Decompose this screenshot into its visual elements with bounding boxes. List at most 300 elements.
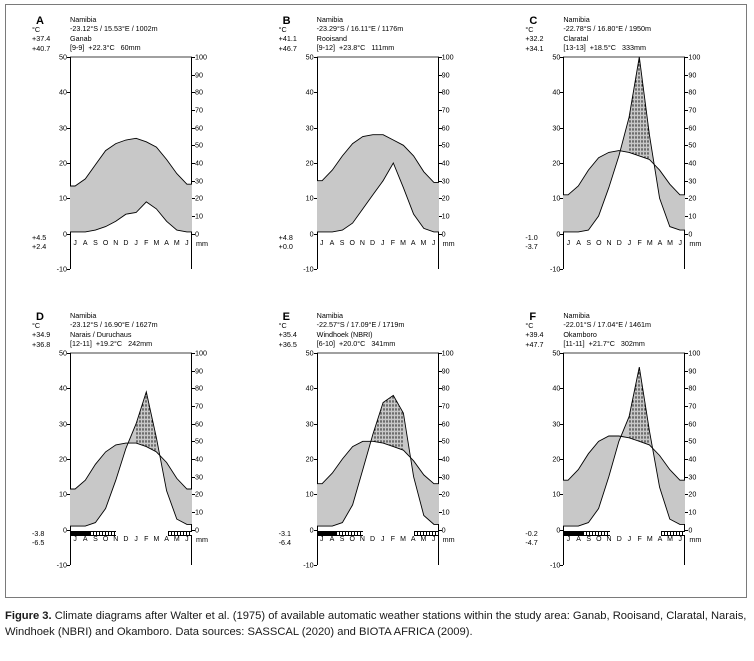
precip-unit-D: mm <box>196 534 208 544</box>
precip-tickmark-E-20 <box>439 494 442 495</box>
climate-diagram-B <box>261 11 489 297</box>
summary-label-A <box>70 43 158 52</box>
min-temp-abs-F: -4.7 <box>525 537 538 547</box>
min-temp-mean-C: -1.0 <box>525 232 538 242</box>
precip-unit-B: mm <box>442 238 455 248</box>
precip-tickmark-D-30 <box>192 477 195 478</box>
panel-header-B <box>317 15 404 53</box>
precip-unit-F: mm <box>689 534 702 544</box>
month-label-E-6: J <box>380 535 385 543</box>
annual-precip-F: 302mm <box>620 339 645 349</box>
precip-tick-A-0: 0 <box>195 229 199 239</box>
frost-certain-bar-F <box>563 531 583 536</box>
precip-tickmark-D-10 <box>192 512 195 513</box>
coords-label-F: -22.01°S / 17.04°E / 1461m <box>563 320 651 330</box>
precip-tickmark-A-0 <box>192 234 195 235</box>
temp-tickmark-B--10 <box>314 269 317 270</box>
precip-tickmark-C-30 <box>685 181 688 182</box>
unit-c-A: °C <box>32 25 41 34</box>
frost-bar-row-D <box>70 531 192 536</box>
month-axis-E <box>317 536 439 548</box>
temp-tick-A-30: 30 <box>59 123 67 133</box>
min-temp-mean-D: -3.8 <box>32 528 45 538</box>
precip-tick-A-60: 60 <box>195 123 203 133</box>
mean-temp-E: +20.0°C <box>339 339 366 349</box>
precip-tickmark-E-80 <box>439 388 442 389</box>
max-mean-F: +47.7 <box>525 339 544 349</box>
month-label-F-7: F <box>637 535 642 543</box>
precip-tick-B-30: 30 <box>441 176 450 186</box>
temp-tickmark-C-50 <box>560 57 563 58</box>
temp-tickmark-F-40 <box>560 388 563 389</box>
extreme-temp-col-A <box>32 25 66 53</box>
temp-tickmark-A--10 <box>67 269 70 270</box>
month-label-A-0: J <box>73 239 77 247</box>
years-A: [9-9] <box>70 43 85 53</box>
station-label-E: Windhoek (NBRI) <box>316 329 373 339</box>
month-label-B-3: O <box>349 239 355 247</box>
month-label-A-6: J <box>134 239 138 247</box>
temp-tick-F--10: -10 <box>549 560 561 570</box>
temp-tickmark-E-10 <box>314 494 317 495</box>
month-label-A-5: D <box>123 239 129 247</box>
min-temp-abs-A: +2.4 <box>32 241 47 251</box>
month-label-B-0: J <box>319 239 324 247</box>
month-axis-D <box>70 536 192 548</box>
temp-tick-E-50: 50 <box>305 348 314 358</box>
station-label-B: Rooisand <box>316 33 348 43</box>
precip-tick-C-0: 0 <box>688 229 693 239</box>
precip-tick-F-100: 100 <box>688 348 701 358</box>
month-label-A-2: S <box>93 239 98 247</box>
precip-tick-D-10: 10 <box>195 507 203 517</box>
climate-diagram-C <box>507 11 735 297</box>
precip-tickmark-A-40 <box>192 163 195 164</box>
mean-temp-D: +19.2°C <box>95 339 123 349</box>
temp-tick-D-50: 50 <box>59 348 67 358</box>
month-label-C-5: D <box>616 239 622 247</box>
arid-area-E <box>317 395 439 526</box>
frost-possible-bar-late-E <box>414 531 438 536</box>
precip-tick-D-70: 70 <box>195 401 203 411</box>
precip-tick-B-50: 50 <box>441 140 450 150</box>
month-label-A-4: N <box>113 239 119 247</box>
panel-header-C <box>563 15 651 53</box>
precip-tick-E-50: 50 <box>441 436 450 446</box>
month-label-C-11: J <box>678 239 682 247</box>
precip-tick-C-30: 30 <box>688 176 697 186</box>
precip-tickmark-E-90 <box>439 371 442 372</box>
years-E: [6-10] <box>316 339 336 349</box>
arid-area-C <box>563 57 685 232</box>
panel-cell-A <box>6 5 253 301</box>
temp-tick-A--10: -10 <box>56 264 67 274</box>
country-label-A: Namibia <box>70 15 97 24</box>
month-label-D-0: J <box>73 535 77 543</box>
panel-header-A <box>70 15 158 53</box>
panel-cell-C <box>499 5 746 301</box>
precip-tickmark-C-0 <box>685 234 688 235</box>
summary-label-D <box>70 339 158 348</box>
precip-tick-E-60: 60 <box>441 419 450 429</box>
max-abs-B: +41.1 <box>278 34 297 44</box>
annual-precip-C: 333mm <box>621 43 646 53</box>
precip-tick-C-70: 70 <box>688 105 697 115</box>
frost-possible-bar-D <box>90 531 117 536</box>
temp-tickmark-B-40 <box>314 92 317 93</box>
month-label-A-7: F <box>144 239 149 247</box>
frost-possible-bar-late-F <box>661 531 685 536</box>
month-axis-C <box>563 240 685 252</box>
frost-certain-bar-E <box>317 531 337 536</box>
month-label-B-11: J <box>431 239 436 247</box>
precip-tick-C-50: 50 <box>688 140 697 150</box>
precip-tick-B-70: 70 <box>441 105 450 115</box>
temp-tick-B-40: 40 <box>305 87 314 97</box>
panel-header-E <box>317 311 405 349</box>
precip-tickmark-B-60 <box>439 128 442 129</box>
precip-tick-C-80: 80 <box>688 87 697 97</box>
temp-tickmark-A-30 <box>67 128 70 129</box>
precip-tickmark-D-60 <box>192 424 195 425</box>
climate-diagram-E <box>261 307 489 593</box>
temp-tickmark-D-50 <box>67 353 70 354</box>
temp-tickmark-A-0 <box>67 234 70 235</box>
temp-tickmark-B-10 <box>314 198 317 199</box>
precip-tick-C-40: 40 <box>688 158 697 168</box>
month-label-F-3: O <box>596 535 602 543</box>
max-mean-C: +34.1 <box>525 43 544 53</box>
plot-area-A <box>32 52 208 274</box>
climate-curves-A <box>70 57 193 269</box>
month-label-D-10: M <box>173 535 180 543</box>
plot-area-B <box>278 52 455 274</box>
precip-tickmark-E-0 <box>439 530 442 531</box>
month-label-F-9: A <box>657 535 663 543</box>
temp-tick-A-10: 10 <box>59 193 67 203</box>
max-abs-E: +35.4 <box>278 330 297 340</box>
min-temp-abs-D: -6.5 <box>32 537 45 547</box>
panel-letter-F: F <box>529 311 537 323</box>
temp-tick-A-50: 50 <box>59 52 67 62</box>
climate-diagram-A <box>14 11 242 297</box>
precip-tickmark-B-90 <box>439 75 442 76</box>
summary-label-F <box>563 339 651 348</box>
precip-tick-F-40: 40 <box>688 454 697 464</box>
temp-tickmark-D-20 <box>67 459 70 460</box>
precip-tick-E-30: 30 <box>441 472 450 482</box>
max-abs-D: +34.9 <box>32 330 51 340</box>
temp-tickmark-C-20 <box>560 163 563 164</box>
month-label-B-7: F <box>390 239 396 247</box>
temp-tickmark-E-40 <box>314 388 317 389</box>
panel-letter-A: A <box>36 15 44 27</box>
max-mean-E: +36.5 <box>278 339 297 349</box>
climate-diagram-grid <box>6 5 746 597</box>
extreme-temp-col-C <box>525 25 559 53</box>
temp-tick-B--10: -10 <box>303 264 314 274</box>
month-label-E-7: F <box>390 535 396 543</box>
month-label-E-3: O <box>349 535 355 543</box>
precip-tick-C-10: 10 <box>688 211 697 221</box>
summary-label-E <box>317 339 405 348</box>
precip-tick-F-10: 10 <box>688 507 697 517</box>
month-label-D-3: O <box>102 535 109 543</box>
panel-header-F <box>563 311 651 349</box>
country-label-C: Namibia <box>563 15 590 24</box>
annual-precip-D: 242mm <box>128 339 153 349</box>
precip-tickmark-C-50 <box>685 145 688 146</box>
min-temp-abs-E: -6.4 <box>278 537 292 547</box>
precip-tick-C-60: 60 <box>688 123 697 133</box>
climate-diagram-F <box>507 307 735 593</box>
precip-tickmark-E-100 <box>439 353 442 354</box>
frost-bar-row-E <box>317 531 439 536</box>
temp-tickmark-E-20 <box>314 459 317 460</box>
plot-area-F <box>525 348 702 570</box>
month-label-C-7: F <box>637 239 642 247</box>
climate-diagram-D <box>14 307 242 593</box>
panel-letter-D: D <box>36 311 44 323</box>
arid-area-B <box>317 135 439 232</box>
precip-tick-E-40: 40 <box>441 454 450 464</box>
climate-curves-B <box>317 57 440 269</box>
precip-tickmark-C-20 <box>685 198 688 199</box>
mean-temp-C: +18.5°C <box>589 43 616 53</box>
temp-tickmark-D-10 <box>67 494 70 495</box>
month-label-D-4: N <box>113 535 119 543</box>
precip-tickmark-E-50 <box>439 441 442 442</box>
temp-tickmark-A-20 <box>67 163 70 164</box>
month-label-C-6: J <box>627 239 632 247</box>
precip-tickmark-F-70 <box>685 406 688 407</box>
month-label-F-1: A <box>576 535 581 543</box>
temp-tick-C-0: 0 <box>556 229 561 239</box>
month-label-C-10: M <box>667 239 673 247</box>
precip-tick-E-80: 80 <box>441 383 450 393</box>
figure-caption <box>5 608 747 640</box>
month-label-E-5: D <box>370 535 376 543</box>
unit-c-D: °C <box>32 321 41 330</box>
precip-tickmark-A-50 <box>192 145 195 146</box>
month-label-C-1: A <box>576 239 581 247</box>
temp-tick-F-40: 40 <box>552 383 561 393</box>
precip-tickmark-D-50 <box>192 441 195 442</box>
summary-label-B <box>317 43 404 52</box>
country-label-D: Namibia <box>70 311 97 320</box>
temp-tick-B-20: 20 <box>305 158 314 168</box>
month-axis-B <box>317 240 439 252</box>
temp-tick-A-20: 20 <box>59 158 67 168</box>
temp-tick-F-30: 30 <box>552 419 561 429</box>
precip-tick-E-100: 100 <box>441 348 454 358</box>
month-label-D-7: F <box>144 535 149 543</box>
arid-area-D <box>70 392 192 526</box>
humid-area-F <box>629 367 649 445</box>
precip-tickmark-A-10 <box>192 216 195 217</box>
precip-tick-A-80: 80 <box>195 87 203 97</box>
temp-tick-F-0: 0 <box>556 525 561 535</box>
min-temp-mean-B: +4.8 <box>278 232 293 242</box>
max-abs-C: +32.2 <box>525 34 544 44</box>
precip-tickmark-B-0 <box>439 234 442 235</box>
month-label-B-2: S <box>339 239 345 247</box>
temp-tick-F-50: 50 <box>552 348 561 358</box>
temp-tick-C-10: 10 <box>552 193 561 203</box>
month-axis-F <box>563 536 685 548</box>
caption-text: Climate diagrams after Walter et al. (1975) of available automatic weather stations within the study area: Ganab, Rooisand, Claratal, Narais, Windhoek (NBRI) and Okamboro. Data sources: SASSCAL (2020) and BIOTA AFRICA (2009). <box>5 610 747 638</box>
temp-tickmark-C-30 <box>560 128 563 129</box>
country-label-F: Namibia <box>563 311 590 320</box>
country-label-B: Namibia <box>316 15 344 24</box>
temp-tick-C-30: 30 <box>552 123 561 133</box>
month-label-F-0: J <box>566 535 571 543</box>
max-abs-F: +39.4 <box>525 330 544 340</box>
month-label-F-6: J <box>627 535 632 543</box>
precip-tick-D-30: 30 <box>195 472 203 482</box>
unit-c-B: °C <box>278 25 287 34</box>
temp-tick-B-10: 10 <box>305 193 314 203</box>
temp-tick-B-30: 30 <box>305 123 314 133</box>
precip-tickmark-F-80 <box>685 388 688 389</box>
precip-tickmark-D-40 <box>192 459 195 460</box>
temp-tick-A-40: 40 <box>59 87 67 97</box>
extreme-temp-col-E <box>279 321 313 349</box>
temp-tickmark-A-50 <box>67 57 70 58</box>
coords-label-D: -23.12°S / 16.90°E / 1627m <box>70 320 158 330</box>
temp-tickmark-E-30 <box>314 424 317 425</box>
precip-tick-F-80: 80 <box>688 383 697 393</box>
precip-tickmark-C-90 <box>685 75 688 76</box>
month-label-D-9: A <box>164 535 169 543</box>
min-temp-mean-A: +4.5 <box>32 232 47 242</box>
month-label-F-10: M <box>667 535 673 543</box>
frost-possible-bar-F <box>583 531 610 536</box>
annual-precip-B: 111mm <box>371 43 395 53</box>
temp-tickmark-B-20 <box>314 163 317 164</box>
precip-tick-E-20: 20 <box>441 489 450 499</box>
plot-area-C <box>525 52 702 274</box>
precip-tickmark-D-20 <box>192 494 195 495</box>
unit-c-C: °C <box>525 25 534 34</box>
precip-tick-F-60: 60 <box>688 419 697 429</box>
precip-unit-A: mm <box>196 238 208 248</box>
month-label-D-2: S <box>93 535 98 543</box>
precip-tick-B-100: 100 <box>441 52 454 62</box>
figure-frame <box>5 4 747 598</box>
precip-tick-A-100: 100 <box>195 52 207 62</box>
temp-tickmark-D-30 <box>67 424 70 425</box>
month-label-E-8: M <box>400 535 406 543</box>
temp-tickmark-B-30 <box>314 128 317 129</box>
month-label-F-4: N <box>606 535 612 543</box>
temp-tick-C-50: 50 <box>552 52 561 62</box>
precip-tickmark-A-30 <box>192 181 195 182</box>
precip-tickmark-B-80 <box>439 92 442 93</box>
station-label-C: Claratal <box>563 33 589 43</box>
precip-tick-D-100: 100 <box>195 348 207 358</box>
temp-tickmark-F-20 <box>560 459 563 460</box>
month-label-B-10: M <box>420 239 427 247</box>
precip-tickmark-B-70 <box>439 110 442 111</box>
years-D: [12-11] <box>70 339 92 349</box>
temp-tickmark-B-50 <box>314 57 317 58</box>
unit-c-E: °C <box>278 321 287 330</box>
month-label-C-2: S <box>586 239 592 247</box>
min-temp-mean-F: -0.2 <box>525 528 538 538</box>
precip-tickmark-B-40 <box>439 163 442 164</box>
temp-tick-D-20: 20 <box>59 454 67 464</box>
mean-temp-B: +23.8°C <box>339 43 366 53</box>
month-label-B-5: D <box>370 239 376 247</box>
coords-label-E: -22.57°S / 17.09°E / 1719m <box>316 320 405 330</box>
temp-tick-D-40: 40 <box>59 383 67 393</box>
plot-area-D <box>32 348 208 570</box>
temp-tickmark-C-40 <box>560 92 563 93</box>
temp-tick-E-10: 10 <box>305 489 314 499</box>
month-label-B-9: A <box>410 239 416 247</box>
panel-cell-E <box>253 301 500 597</box>
temp-tick-C--10: -10 <box>549 264 561 274</box>
month-label-B-8: M <box>400 239 406 247</box>
temp-tick-E-30: 30 <box>305 419 314 429</box>
precip-tick-A-50: 50 <box>195 140 203 150</box>
coords-label-B: -23.29°S / 16.11°E / 1176m <box>316 24 404 34</box>
precip-tick-E-70: 70 <box>441 401 450 411</box>
month-label-F-2: S <box>586 535 592 543</box>
extreme-temp-col-D <box>32 321 66 349</box>
precip-tickmark-B-30 <box>439 181 442 182</box>
arid-area-A <box>70 138 192 232</box>
temp-tickmark-F-30 <box>560 424 563 425</box>
precip-unit-E: mm <box>442 534 455 544</box>
month-label-F-8: M <box>646 535 653 543</box>
month-label-E-10: M <box>420 535 427 543</box>
precip-tick-F-0: 0 <box>688 525 693 535</box>
precip-tickmark-A-100 <box>192 57 195 58</box>
max-mean-A: +40.7 <box>32 43 51 53</box>
arid-area-F <box>563 367 685 526</box>
summary-label-C <box>563 43 651 52</box>
precip-tickmark-C-60 <box>685 128 688 129</box>
month-label-C-4: N <box>606 239 612 247</box>
month-label-D-5: D <box>123 535 129 543</box>
panel-cell-F <box>499 301 746 597</box>
temp-tickmark-E-50 <box>314 353 317 354</box>
month-label-E-2: S <box>339 535 345 543</box>
panel-cell-B <box>253 5 500 301</box>
max-mean-B: +46.7 <box>278 43 297 53</box>
annual-precip-A: 60mm <box>120 43 141 53</box>
temp-tick-A-0: 0 <box>63 229 67 239</box>
month-label-D-6: J <box>134 535 138 543</box>
panel-letter-E: E <box>282 311 290 323</box>
precip-tick-F-70: 70 <box>688 401 697 411</box>
precip-tick-D-20: 20 <box>195 489 203 499</box>
temp-tick-E-40: 40 <box>305 383 314 393</box>
temp-tick-B-0: 0 <box>309 229 314 239</box>
month-axis-A <box>70 240 192 252</box>
precip-tick-B-60: 60 <box>441 123 450 133</box>
frost-possible-bar-late-D <box>168 531 192 536</box>
station-label-A: Ganab <box>70 33 92 43</box>
temp-tick-D-10: 10 <box>59 489 67 499</box>
temp-tickmark-A-40 <box>67 92 70 93</box>
temp-tick-D--10: -10 <box>56 560 67 570</box>
month-label-F-5: D <box>616 535 622 543</box>
precip-tick-F-50: 50 <box>688 436 697 446</box>
precip-tickmark-F-100 <box>685 353 688 354</box>
